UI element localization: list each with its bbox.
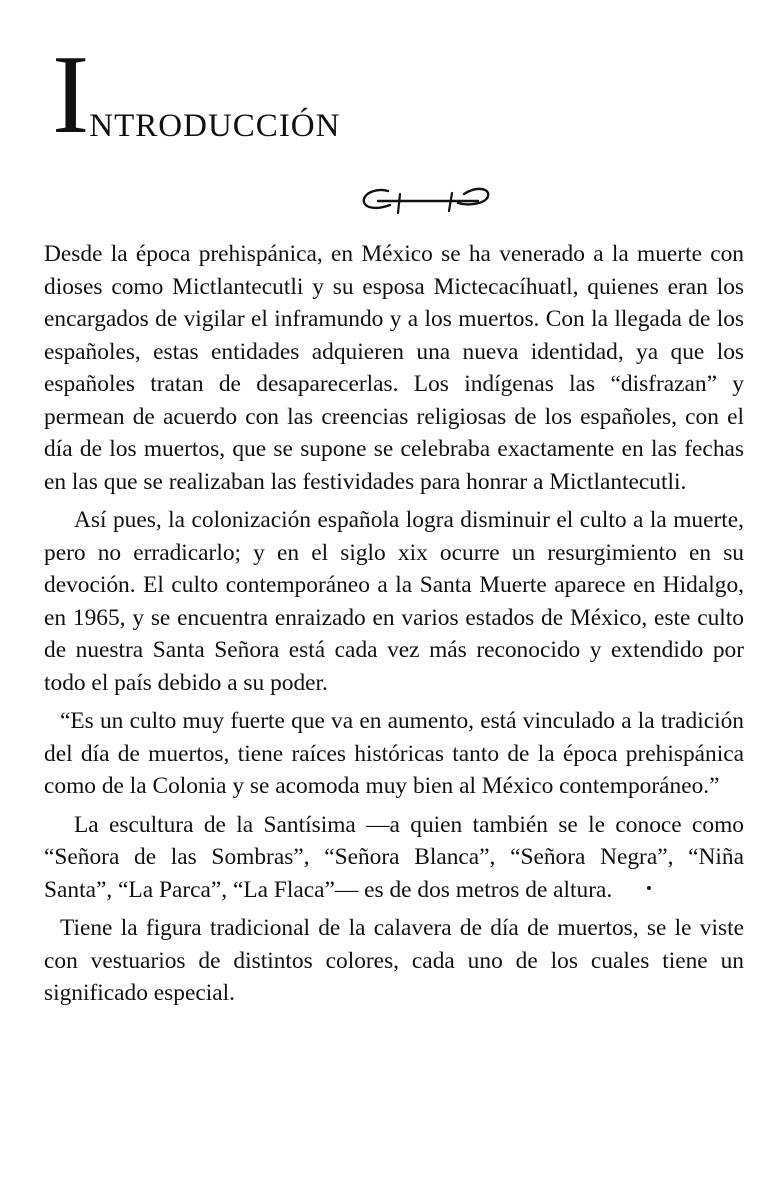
heading-rest: NTRODUCCIÓN	[89, 108, 341, 145]
paragraph-1: Desde la época prehispánica, en México se ha venerado a la muerte con dioses como Mictlantecutli y su esposa Mictecacíhuatl, quienes eran los encargados de vigilar el inframundo y a los muertos. Con la llegada de los españoles, estas entidades adquieren una nueva identidad, ya que los españoles tratan de desaparecerlas. Los indígenas las “disfrazan” y permean de acuerdo con las creencias religiosas de los españoles, con el día de los muertos, que se supone se celebraba exactamente en las fechas en las que se realizaban las festividades para honrar a Mictlantecutli.	[44, 241, 744, 495]
paragraph-4: La escultura de la Santísima —a quien también se le conoce como “Señora de las Sombras”, “Señora Blanca”, “Señora Negra”, “Niña Santa”, “La Parca”, “La Flaca”— es de dos metros de altura.	[44, 811, 744, 903]
stray-dot	[647, 886, 651, 890]
paragraph-quote: “Es un culto muy fuerte que va en aumento, está vinculado a la tradición del día de muertos, tiene raíces históricas tanto de la época prehispánica como de la Colonia y se acomoda muy bien al México contemporáneo.”	[44, 708, 744, 799]
body-text	[44, 238, 744, 1016]
paragraph-5: Tiene la figura tradicional de la calavera de día de muertos, se le viste con vestuarios de distintos colores, cada uno de los cuales tiene un significado especial.	[44, 915, 744, 1006]
flourish-ornament-icon	[360, 182, 492, 218]
chapter-heading	[52, 33, 341, 157]
paragraph-2: Así pues, la colonización española logra disminuir el culto a la muerte, pero no erradicarlo; y en el siglo xix ocurre un resurgimiento en su devoción. El culto contemporáneo a la Santa Muerte aparece en Hidalgo, en 1965, y se encuentra enraizado en varios estados de México, este culto de nuestra Santa Señora está cada vez más reconocido y extendido por todo el país debido a su poder.	[44, 507, 744, 696]
heading-initial: I	[52, 33, 90, 157]
